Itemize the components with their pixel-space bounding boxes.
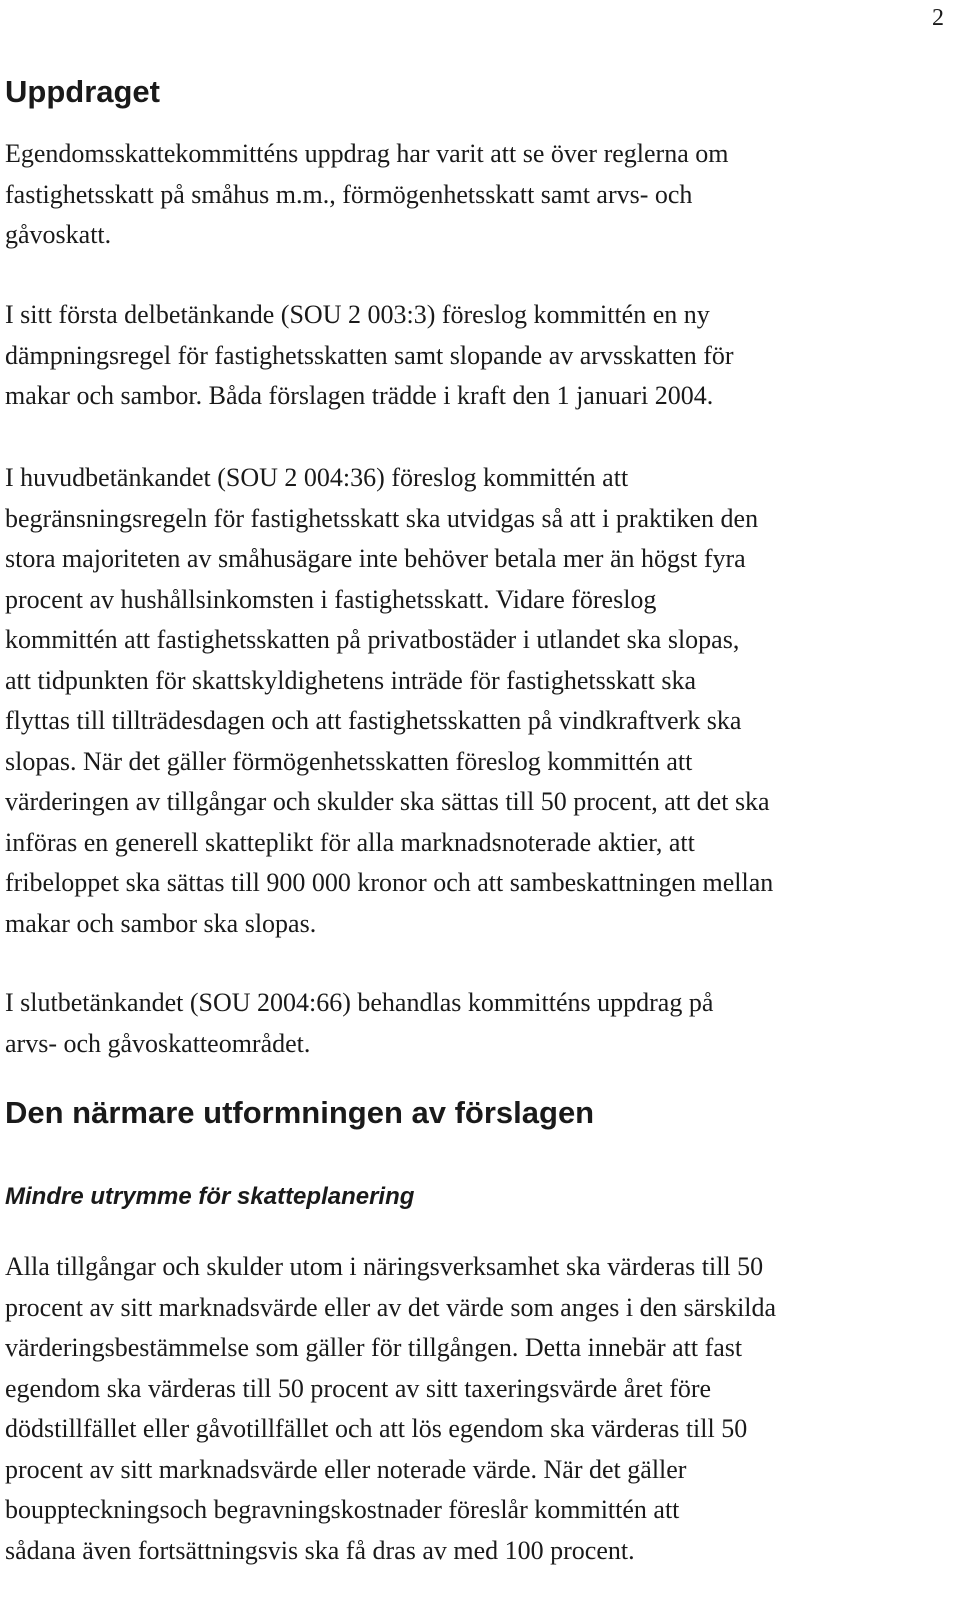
- text-line: begränsningsregeln för fastighetsskatt ska utvidgas så att i praktiken den: [5, 503, 759, 533]
- text-line: arvs- och gåvoskatteområdet.: [5, 1028, 311, 1058]
- text-line: kommittén att fastighetsskatten på privatbostäder i utlandet ska slopas,: [5, 625, 740, 654]
- paragraph-huvudbetankande: [5, 458, 953, 944]
- text-line: införas en generell skatteplikt för alla marknadsnoterade aktier, att: [5, 827, 695, 857]
- text-line: värderingsbestämmelse som gäller för tillgången. Detta innebär att fast: [5, 1333, 743, 1362]
- text-line: fribeloppet ska sättas till 900 000 kronor och att sambeskattningen mellan: [5, 868, 774, 897]
- paragraph-vardering: [5, 1247, 953, 1571]
- text-line: gåvoskatt.: [5, 220, 112, 249]
- text-line: makar och sambor ska slopas.: [5, 908, 317, 938]
- text-line: Egendomsskattekommitténs uppdrag har varit att se över reglerna om: [5, 139, 729, 168]
- text-line: stora majoriteten av småhusägare inte behöver betala mer än högst fyra: [5, 544, 746, 573]
- section-heading-uppdraget: Uppdraget: [5, 74, 160, 109]
- section-heading-utformningen: Den närmare utformningen av förslagen: [5, 1095, 595, 1130]
- text-line: I slutbetänkandet (SOU 2004:66) behandlas kommitténs uppdrag på: [5, 988, 714, 1017]
- text-line: egendom ska värderas till 50 procent av sitt taxeringsvärde året före: [5, 1373, 712, 1403]
- text-line: Alla tillgångar och skulder utom i näringsverksamhet ska värderas till 50: [5, 1252, 764, 1281]
- text-line: slopas. När det gäller förmögenhetsskatten föreslog kommittén att: [5, 746, 693, 776]
- text-line: värderingen av tillgångar och skulder ska sättas till 50 procent, att det ska: [5, 787, 770, 816]
- text-line: sådana även fortsättningsvis ska få dras av med 100 procent.: [5, 1535, 635, 1565]
- text-line: procent av hushållsinkomsten i fastighetsskatt. Vidare föreslog: [5, 584, 657, 614]
- text-line: att tidpunkten för skattskyldighetens inträde för fastighetsskatt ska: [5, 665, 697, 695]
- paragraph-uppdrag-intro: [5, 134, 953, 256]
- text-line: procent av sitt marknadsvärde eller noterade värde. När det gäller: [5, 1454, 687, 1484]
- text-line: I huvudbetänkandet (SOU 2 004:36) föreslog kommittén att: [5, 463, 629, 492]
- page-number: 2: [932, 5, 944, 31]
- text-line: bouppteckningsoch begravningskostnader föreslår kommittén att: [5, 1495, 680, 1524]
- text-line: fastighetsskatt på småhus m.m., förmögenhetsskatt samt arvs- och: [5, 179, 693, 209]
- text-line: dämpningsregel för fastighetsskatten samt slopande av arvsskatten för: [5, 340, 734, 370]
- paragraph-slutbetankande: [5, 983, 953, 1064]
- text-line: flyttas till tillträdesdagen och att fastighetsskatten på vindkraftverk ska: [5, 706, 742, 735]
- text-line: makar och sambor. Båda förslagen trädde i kraft den 1 januari 2004.: [5, 381, 714, 410]
- text-line: procent av sitt marknadsvärde eller av det värde som anges i den särskilda: [5, 1292, 777, 1322]
- text-line: I sitt första delbetänkande (SOU 2 003:3) föreslog kommittén en ny: [5, 300, 710, 329]
- subheading-skatteplanering: Mindre utrymme för skatteplanering: [5, 1183, 415, 1210]
- text-line: dödstillfället eller gåvotillfället och att lös egendom ska värderas till 50: [5, 1414, 748, 1443]
- paragraph-delbetankande: [5, 295, 953, 417]
